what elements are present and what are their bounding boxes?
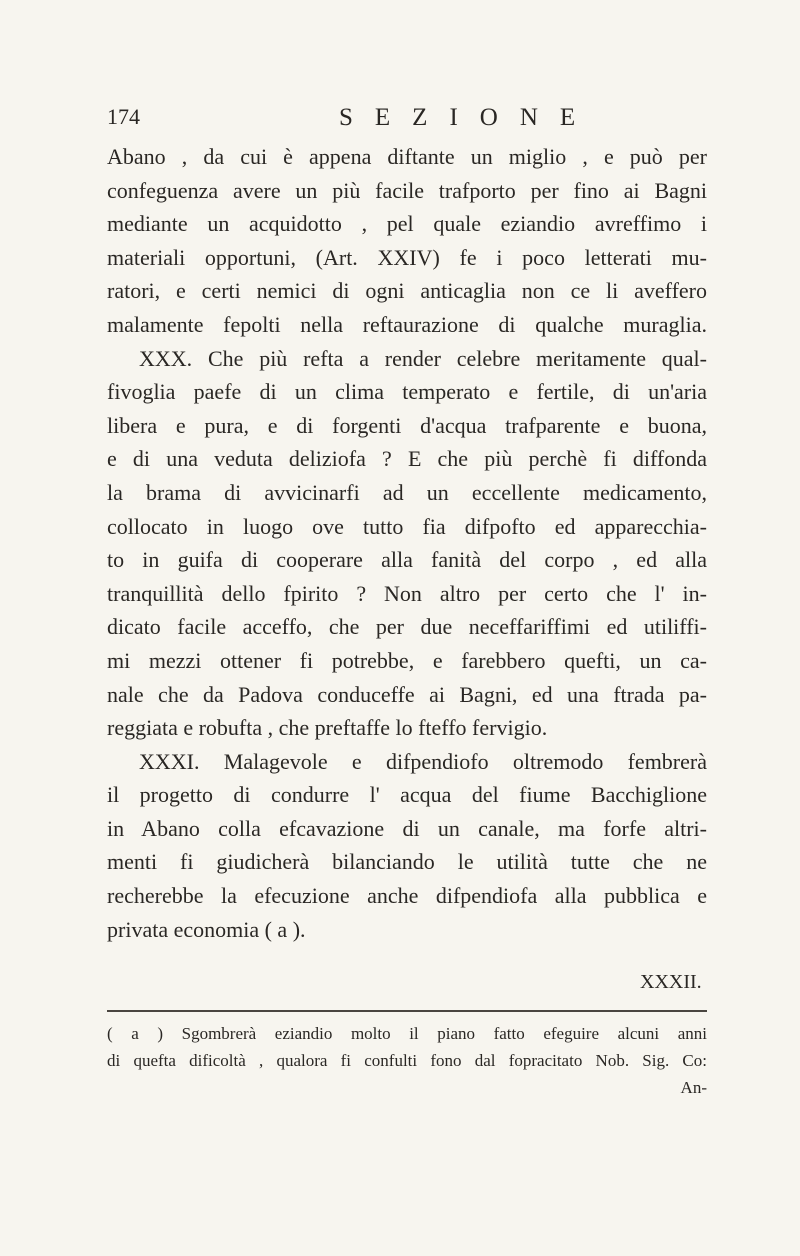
- text-line: malamente fepolti nella reftaurazione di qualche muraglia.: [107, 311, 707, 337]
- text-line: reggiata e robufta , che preftaffe lo fteffo fervigio.: [107, 715, 548, 741]
- footnote-line: di quefta dificoltà , qualora fi confulti fono dal fopracitato Nob. Sig. Co:: [107, 1051, 707, 1070]
- text-line: tranquillità dello fpirito ? Non altro per certo che l' in-: [107, 580, 707, 606]
- text-line: recherebbe la efecuzione anche difpendiofa alla pubblica e: [107, 883, 707, 909]
- text-line: Abano , da cui è appena diftante un miglio , e può per: [107, 144, 707, 169]
- text-line: il progetto di condurre l' acqua del fiume Bacchiglione: [107, 782, 707, 808]
- text-line: menti fi giudicherà bilanciando le utilità tutte che ne: [107, 849, 707, 875]
- text-line: ratori, e certi nemici di ogni anticaglia non ce li aveffero: [107, 278, 707, 304]
- paragraph-start-line: XXXI. Malagevole e difpendiofo oltremodo fembrerà: [139, 748, 707, 774]
- text-line: mi mezzi ottener fi potrebbe, e farebbero quefti, un ca-: [107, 647, 707, 673]
- text-line: privata economia ( a ).: [107, 916, 306, 942]
- text-line: nale che da Padova conduceffe ai Bagni, ed una ftrada pa-: [107, 681, 707, 707]
- text-line: confeguenza avere un più facile trafporto per fino ai Bagni: [107, 177, 707, 203]
- text-line: e di una veduta deliziofa ? E che più perchè fi diffonda: [107, 446, 707, 472]
- text-line: collocato in luogo ove tutto fia difpofto ed apparecchia-: [107, 513, 707, 539]
- footnote-line: ( a ) Sgombrerà eziandio molto il piano fatto efeguire alcuni anni: [107, 1024, 707, 1043]
- text-line: in Abano colla efcavazione di un canale, ma forfe altri-: [107, 815, 707, 841]
- footnote: [107, 1020, 707, 1101]
- text-line: to in guifa di cooperare alla fanità del corpo , ed alla: [107, 547, 707, 573]
- text-line: fivoglia paefe di un clima temperato e fertile, di un'aria: [107, 379, 707, 405]
- running-title: SEZIONE: [339, 104, 598, 131]
- catchword: XXXII.: [640, 971, 702, 993]
- text-line: libera e pura, e di forgenti d'acqua trafparente e buona,: [107, 412, 707, 438]
- footnote-divider: [107, 1010, 707, 1012]
- text-line: mediante un acquidotto , pel quale eziandio avreffimo i: [107, 211, 707, 237]
- text-line: materiali opportuni, (Art. XXIV) fe i poco letterati mu-: [107, 244, 707, 270]
- text-line: la brama di avvicinarfi ad un eccellente medicamento,: [107, 479, 707, 505]
- body-text: [107, 140, 707, 946]
- text-line: dicato facile acceffo, che per due neceffariffimi ed utiliffi-: [107, 614, 707, 640]
- page-number: 174: [107, 104, 140, 129]
- footnote-catchword: An-: [680, 1078, 707, 1097]
- page-header: [107, 104, 707, 138]
- paragraph-start-line: XXX. Che più refta a render celebre meritamente qual-: [139, 345, 707, 371]
